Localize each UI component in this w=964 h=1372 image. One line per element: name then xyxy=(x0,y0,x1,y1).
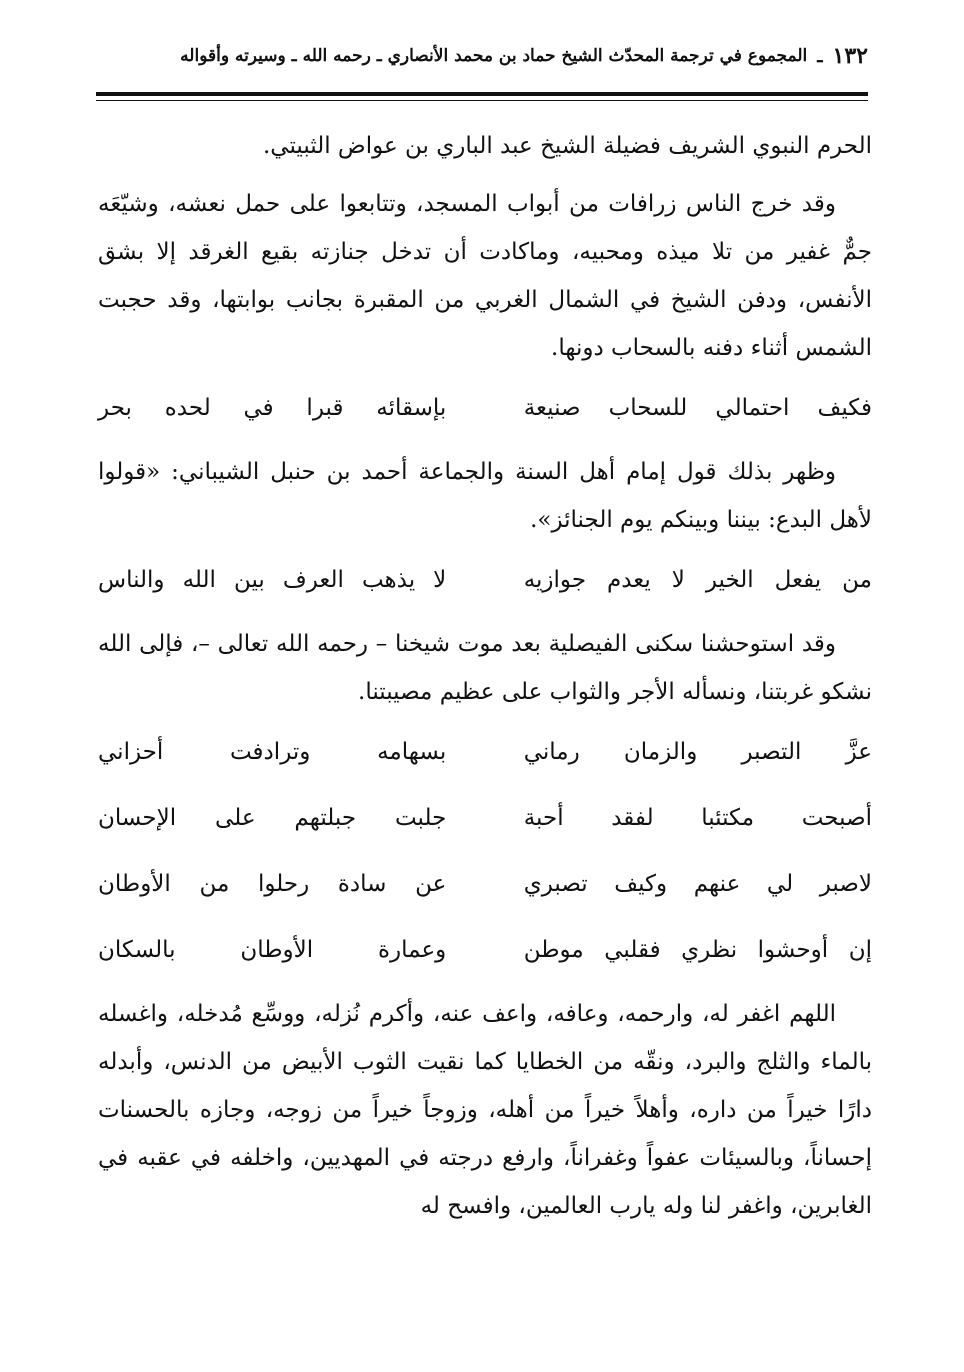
header-rule-thick xyxy=(96,92,868,96)
page-body xyxy=(98,122,872,1240)
verse-second-hemistich: بإسقائه قبرا في لحده بحر xyxy=(98,395,447,421)
paragraph: اللهم اغفر له، وارحمه، وعافه، واعف عنه، وأكرم نُزله، ووسِّع مُدخله، واغسله بالماء والثلج والبرد، ونقّه من الخطايا كما نقيت الثوب الأبيض من الدنس، وأبدله دارًا خيراً من داره، وأهلاً خيراً من أهله، وزوجاً خيراً من زوجه، وجازه بالحسنات إحساناً، وبالسيئات عفواً وغفراناً، وارفع درجته في المهديين، واخلفه في عقبه في الغابرين، واغفر لنا وله يارب العالمين، وافسح له xyxy=(98,1001,872,1219)
verse-first-hemistich: فكيف احتمالي للسحاب صنيعة xyxy=(523,395,872,421)
poem-verse xyxy=(98,924,872,976)
verse-second-hemistich: لا يذهب العرف بين الله والناس xyxy=(98,567,447,593)
verse-first-hemistich: أصبحت مكتئبا لفقد أحبة xyxy=(523,805,872,831)
poem-verse xyxy=(98,554,872,606)
verse-second-hemistich: وعمارة الأوطان بالسكان xyxy=(98,937,447,963)
page-number: ١٣٢ xyxy=(832,43,868,69)
paragraph: وقد استوحشنا سكنى الفيصلية بعد موت شيخنا – رحمه الله تعالى –، فإلى الله نشكو غربتنا، ونسأله الأجر والثواب على عظيم مصيبتنا. xyxy=(98,631,872,705)
paragraph: وظهر بذلك قول إمام أهل السنة والجماعة أحمد بن حنبل الشيباني: «قولوا لأهل البدع: بيننا وبينكم يوم الجنائز». xyxy=(98,459,872,533)
poem-verse xyxy=(98,858,872,910)
verse-second-hemistich: جلبت جبلتهم على الإحسان xyxy=(98,805,447,831)
verse-second-hemistich: بسهامه وترادفت أحزاني xyxy=(98,739,447,765)
poem-verse xyxy=(98,382,872,434)
verse-first-hemistich: عزَّ التصبر والزمان رماني xyxy=(523,739,872,765)
header-separator: ـ xyxy=(817,45,823,67)
verse-first-hemistich: لاصبر لي عنهم وكيف تصبري xyxy=(523,871,872,897)
running-title: المجموع في ترجمة المحدّث الشيخ حماد بن محمد الأنصاري ـ رحمه الله ـ وسيرته وأقواله xyxy=(180,46,808,66)
verse-second-hemistich: عن سادة رحلوا من الأوطان xyxy=(98,871,447,897)
running-header xyxy=(96,38,868,74)
header-rule-thin xyxy=(96,100,868,101)
poem-verse xyxy=(98,792,872,844)
paragraph: الحرم النبوي الشريف فضيلة الشيخ عبد الباري بن عواض الثبيتي. xyxy=(262,133,872,159)
poem-verse xyxy=(98,726,872,778)
paragraph: وقد خرج الناس زرافات من أبواب المسجد، وتتابعوا على حمل نعشه، وشيّعَه جمٌّ غفير من تلا ميذه ومحبيه، وماكادت أن تدخل جنازته بقيع الغرقد إلا بشق الأنفس، ودفن الشيخ في الشمال الغربي من المقبرة بجانب بوابتها، وقد حجبت الشمس أثناء دفنه بالسحاب دونها. xyxy=(98,191,872,361)
verse-first-hemistich: إن أوحشوا نظري فقلبي موطن xyxy=(523,937,872,963)
verse-first-hemistich: من يفعل الخير لا يعدم جوازيه xyxy=(523,567,872,593)
